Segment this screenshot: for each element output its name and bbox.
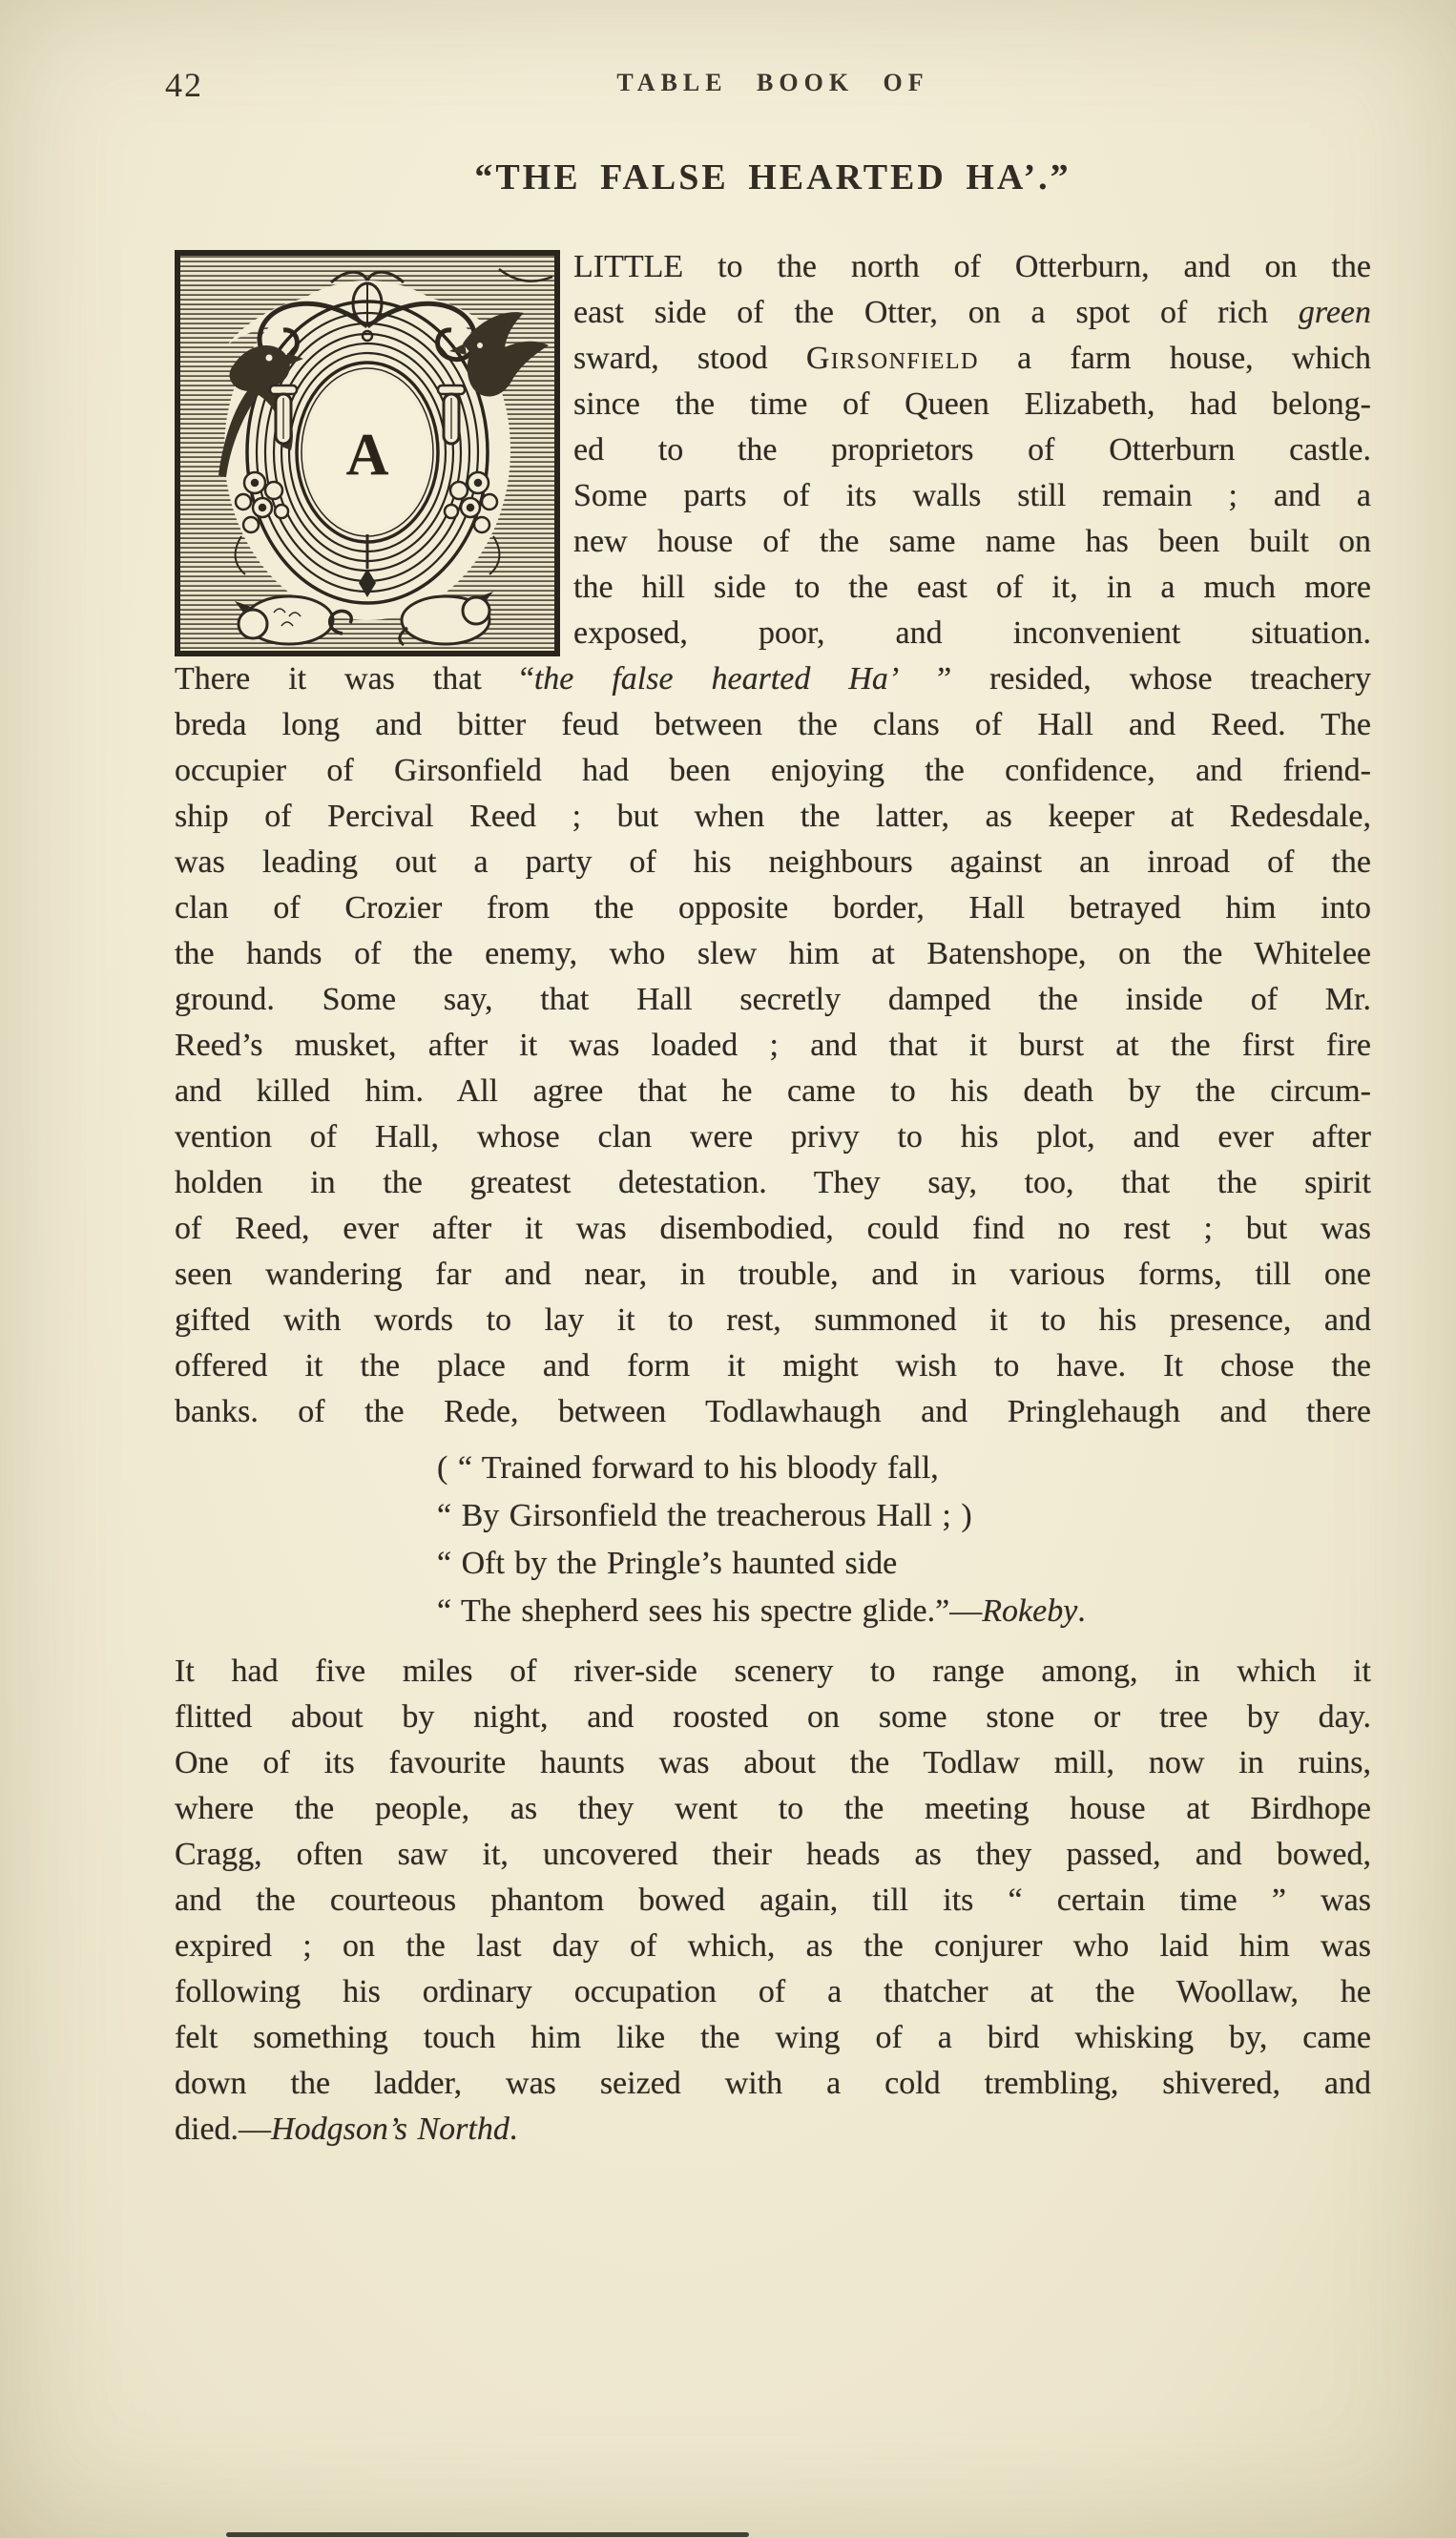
verse-quote — [437, 1445, 1371, 1635]
text-line: and killed him. All agree that he came to his death by the circum- — [175, 1073, 1371, 1109]
text-line: expired ; on the last day of which, as the conjurer who laid him was — [175, 1928, 1371, 1964]
text-line: felt something touch him like the wing of a bird whisking by, came — [175, 2020, 1371, 2055]
text-line: the hands of the enemy, who slew him at Batenshope, on the Whitelee — [175, 936, 1371, 971]
text-line: One of its favourite haunts was about the Todlaw mill, now in ruins, — [175, 1745, 1371, 1780]
text-line: and the courteous phantom bowed again, till its “ certain time ” was — [175, 1883, 1371, 1918]
text-line: It had five miles of river-side scenery to range among, in which it — [175, 1654, 1371, 1689]
text-line: died.—Hodgson’s Northd. — [175, 2112, 518, 2147]
text-line: offered it the place and form it might wish to have. It chose the — [175, 1348, 1371, 1383]
woodcut-initial-svg — [175, 250, 560, 656]
text-line: occupier of Girsonfield had been enjoying the confidence, and friend- — [175, 753, 1371, 788]
text-line: vention of Hall, whose clan were privy to his plot, and ever after — [175, 1119, 1371, 1155]
text-line: exposed, poor, and inconvenient situation. — [573, 615, 1371, 651]
text-line: down the ladder, was seized with a cold trembling, shivered, and — [175, 2066, 1371, 2101]
text-line: gifted with words to lay it to rest, summoned it to his presence, and — [175, 1302, 1371, 1338]
scan-artifact-edge — [226, 2532, 749, 2537]
text-line: clan of Crozier from the opposite border, Hall betrayed him into — [175, 890, 1371, 926]
article-title: “THE FALSE HEARTED HA’.” — [474, 157, 1071, 198]
text-line: flitted about by night, and roosted on some stone or tree by day. — [175, 1699, 1371, 1735]
text-line: Cragg, often saw it, uncovered their heads as they passed, and bowed, — [175, 1837, 1371, 1872]
text-line: holden in the greatest detestation. They say, too, that the spirit — [175, 1165, 1371, 1200]
text-line: seen wandering far and near, in trouble, and in various forms, till one — [175, 1257, 1371, 1292]
page-header — [165, 0, 1371, 107]
text-line: banks. of the Rede, between Todlawhaugh and Pringlehaugh and there — [175, 1394, 1371, 1429]
initial-letter: A — [345, 423, 389, 488]
text-line: “ By Girsonfield the treacherous Hall ; ) — [437, 1498, 972, 1533]
decorated-initial-illustration — [175, 250, 560, 656]
text-line: since the time of Queen Elizabeth, had belong- — [573, 386, 1371, 422]
text-line: Reed’s musket, after it was loaded ; and that it burst at the first fire — [175, 1028, 1371, 1063]
text-line: ground. Some say, that Hall secretly damped the inside of Mr. — [175, 982, 1371, 1017]
page-number: 42 — [165, 66, 203, 104]
text-line: breda long and bitter feud between the clans of Hall and Reed. The — [175, 707, 1371, 742]
text-line: ( “ Trained forward to his bloody fall, — [437, 1450, 939, 1486]
body-text — [175, 244, 1371, 2153]
text-line: “ Oft by the Pringle’s haunted side — [437, 1546, 898, 1581]
text-line: of Reed, ever after it was disembodied, could find no rest ; but was — [175, 1211, 1371, 1246]
text-line: “ The shepherd sees his spectre glide.”—Rokeby. — [437, 1593, 1086, 1629]
text-line: There it was that “the false hearted Ha’ ” resided, whose treachery — [175, 661, 1371, 697]
text-line: was leading out a party of his neighbours against an inroad of the — [175, 844, 1371, 880]
page-content — [165, 0, 1371, 2153]
running-header: TABLE BOOK OF — [616, 69, 929, 96]
text-line: LITTLE to the north of Otterburn, and on the — [573, 249, 1371, 284]
text-line: sward, stood Girsonfield a farm house, which — [573, 341, 1371, 376]
text-line: new house of the same name has been built on — [573, 524, 1371, 559]
paragraph-closing — [175, 1649, 1371, 2153]
text-line: east side of the Otter, on a spot of rich green — [573, 295, 1371, 330]
paragraph-story — [175, 656, 1371, 1435]
text-line: where the people, as they went to the meeting house at Birdhope — [175, 1791, 1371, 1826]
text-line: ed to the proprietors of Otterburn castle. — [573, 432, 1371, 468]
text-line: ship of Percival Reed ; but when the latter, as keeper at Redesdale, — [175, 799, 1371, 834]
text-line: Some parts of its walls still remain ; and a — [573, 478, 1371, 513]
text-line: the hill side to the east of it, in a much more — [573, 570, 1371, 605]
text-line: following his ordinary occupation of a thatcher at the Woollaw, he — [175, 1974, 1371, 2009]
